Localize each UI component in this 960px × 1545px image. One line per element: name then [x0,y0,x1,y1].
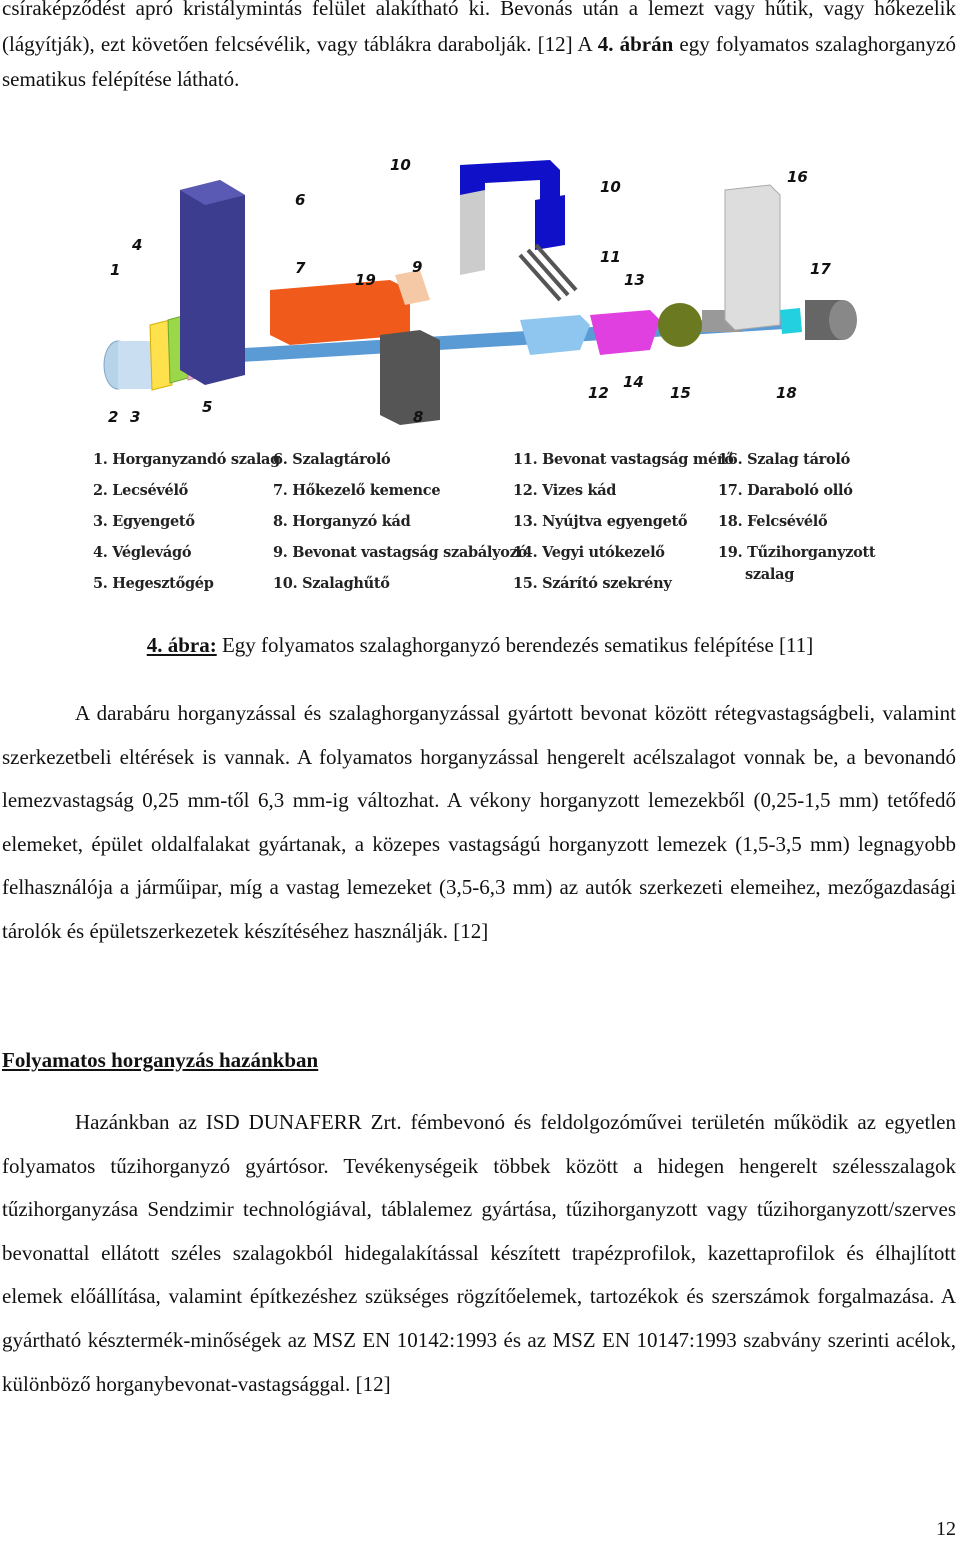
exit-shear-shape [780,308,802,334]
diagram-drawing [90,150,880,450]
body-paragraph: A darabáru horganyzással és szalaghorganyzással gyártott bevonat között rétegvastagságbeli, valamint szerkezetbeli eltérések is vannak. A folyamatos horganyzással hengerelt acélszalagot vonnak be, a bevonandó lemezvastagság 0,25 mm-től 6,3 mm-ig változhat. A vékony horganyzott lemezekből (0,25-1,5 mm) tetőfedő elemeket, épület oldalfalakat gyártanak, a közepes vastagságú horganyzott lemezek (1,5-3,5 mm) legnagyobb felhasználója a járműipar, míg a vastag lemezeket (3,5-6,3 mm) az autók szerkezeti elemeihez, mezőgazdasági tárolók és épületszerkezetek készítéséhez használják. [12] [2,701,956,943]
body-paragraph: Hazánkban az ISD DUNAFERR Zrt. fémbevonó és feldolgozóművei területén működik az egyetlen folyamatos tűzihorganyzó gyártósor. Tevékenységeik többek között a hidegen hengerelt szélesszalagok tűzihorganyzása Sendzimir technológiával, táblalemez gyártása, tűzihorganyzott vagy tűzihorganyzott/szerves bevonattal ellátott széles szalagokból hidegalakítással készített trapézprofilok, kazettaprofilok és élhajlított elemek előállítása, valamint építkezéshez szükséges rögzítőelemek, tartozékok és szerszámok forgalmazása. A gyártható késztermék-minőségek az MSZ EN 10142:1993 és az MSZ EN 10147:1993 szabvány szerinti acélok, különböző horganybevonat-vastagsággal. [12] [2,1110,956,1396]
legend-column [513,448,734,603]
chemical-treatment-shape [590,310,660,355]
caption-label: 4. ábra: [146,633,217,657]
thickness-gauge-shape [520,245,576,300]
legend-item: 10. Szalaghűtő [273,575,390,592]
diagram-number: 17 [810,260,831,278]
legend-item: 11. Bevonat vastagság mérő [513,451,734,468]
legend-column [718,448,875,594]
legend-item: 5. Hegesztőgép [93,575,214,592]
diagram-number: 11 [600,248,621,266]
legend-item: 1. Horganyzandó szalag [93,451,280,468]
diagram-number: 7 [295,259,306,277]
legend-item: 12. Vizes kád [513,482,617,499]
diagram-number: 9 [412,258,423,276]
intro-paragraph: csíraképződést apró kristálymintás felület alakítható ki. Bevonás után a lemezt vagy hűtik, vagy hőkezelik (lágyítják), ezt követően felcsévélik, vagy táblákra darabolják. [12] A 4. ábrán egy folyamatos szalaghorganyzó sematikus felépítése látható. [2,0,956,91]
page-number: 12 [936,1518,956,1540]
diagram-number: 4 [132,236,143,254]
diagram-number: 15 [670,384,691,402]
diagram-number: 19 [355,271,376,289]
legend-item: 19. Tűzihorganyzott [718,544,876,561]
figure-caption [0,625,960,665]
legend-item: szalag [745,566,795,583]
legend-item: 18. Felcsévélő [718,513,828,530]
diagram-number: 8 [413,408,424,426]
caption-text: Egy folyamatos szalaghorganyzó berendezés sematikus felépítése [11] [216,633,814,657]
diagram-number: 2 [108,408,119,426]
exit-accumulator-shape [725,185,780,330]
diagram-number: 16 [787,168,808,186]
legend-item: 15. Szárító szekrény [513,575,672,592]
zinc-pot-shape [380,330,440,425]
legend-item: 9. Bevonat vastagság szabályozó [273,544,527,561]
legend-item: 3. Egyengető [93,513,195,530]
legend-item: 13. Nyújtva egyengető [513,513,688,530]
diagram-number: 14 [623,373,644,391]
diagram-number: 12 [588,384,609,402]
diagram-number: 1 [110,261,121,279]
diagram-number: 18 [776,384,797,402]
tension-leveller-shape [658,303,702,347]
legend-item: 16. Szalag tároló [718,451,850,468]
section-heading: Folyamatos horganyzás hazánkban [2,1048,319,1072]
diagram-number: 13 [624,271,645,289]
legend-item: 8. Horganyzó kád [273,513,411,530]
legend-column [273,448,527,603]
legend-item: 7. Hőkezelő kemence [273,482,441,499]
accumulator-shape [180,180,245,385]
water-tank-shape [520,315,590,355]
diagram-number: 6 [295,191,306,209]
diagram-number: 10 [390,156,411,174]
diagram-legend [90,448,880,598]
diagram-number: 3 [130,408,141,426]
diagram-number: 10 [600,178,621,196]
legend-item: 4. Véglevágó [93,544,192,561]
legend-item: 17. Daraboló olló [718,482,853,499]
legend-item: 14. Vegyi utókezelő [513,544,665,561]
diagram-number: 5 [202,398,213,416]
legend-item: 6. Szalagtároló [273,451,391,468]
legend-column [93,448,280,603]
legend-item: 2. Lecsévélő [93,482,189,499]
figure-reference: 4. ábrán [597,31,674,56]
